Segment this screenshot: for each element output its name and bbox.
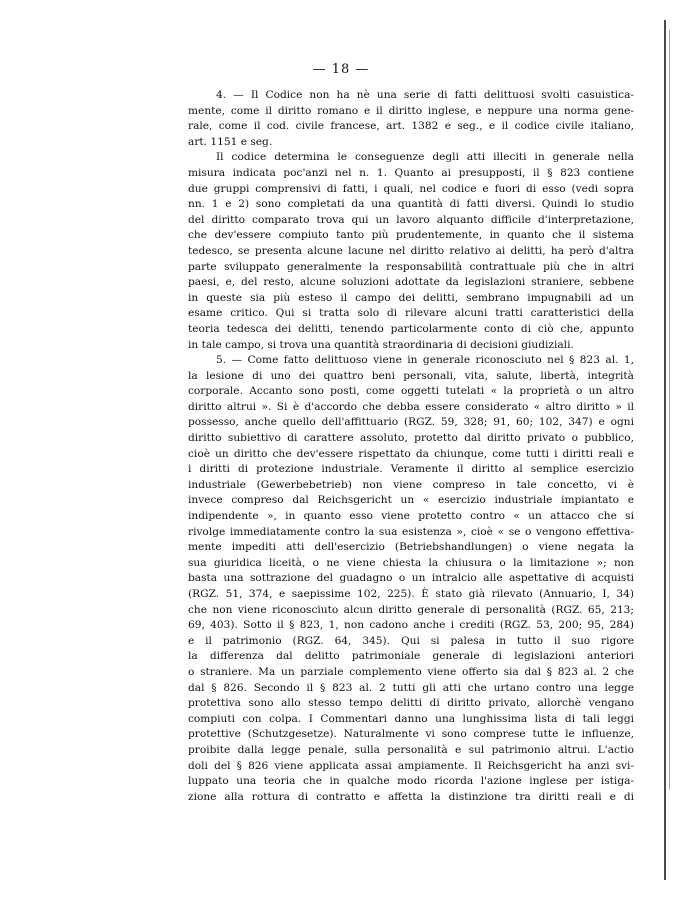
text-line: nn. 1 e 2) sono completati da una quantità di fatti diversi. Quindi lo studio bbox=[188, 198, 634, 211]
text-line: la lesione di uno dei quattro beni personali, vita, salute, libertà, integrità bbox=[188, 369, 634, 382]
text-line: basta una sottrazione del guadagno o un intralcio alle aspettative di acquisti bbox=[188, 572, 634, 585]
text-line: mente, come il diritto romano e il diritto inglese, e neppure una norma gene- bbox=[188, 104, 634, 117]
paragraph bbox=[188, 353, 634, 805]
paragraph bbox=[188, 150, 634, 353]
text-line: mente impediti atti dell'esercizio (Betriebshandlungen) o viene negata la bbox=[188, 541, 634, 554]
text-line: doli del § 826 viene applicata assai ampiamente. Il Reichsgericht ha anzi svi- bbox=[188, 759, 634, 772]
text-line: 69, 403). Sotto il § 823, 1, non cadono anche i crediti (RGZ. 53, 200; 95, 284) bbox=[188, 619, 634, 632]
text-line: protettiva sono allo stesso tempo delitti di diritto privato, allorchè vengano bbox=[188, 697, 634, 710]
text-line: i diritti di protezione industriale. Veramente il diritto al semplice esercizio bbox=[188, 463, 634, 476]
page-edge-shadow bbox=[664, 20, 666, 880]
text-line: indipendente », in quanto esso viene protetto contro « un attacco che si bbox=[188, 510, 634, 523]
text-line: 4. — Il Codice non ha nè una serie di fatti delittuosi svolti casuistica- bbox=[216, 89, 634, 101]
page-edge-shadow-inner bbox=[669, 30, 670, 790]
text-line: rivolge immediatamente contro la sua esistenza », cioè « se o vengono effettiva- bbox=[188, 525, 634, 538]
text-line: invece compreso dal Reichsgericht un « esercizio industriale impiantato e bbox=[188, 494, 634, 507]
text-line: tedesco, se presenta alcune lacune nel diritto relativo ai delitti, ha però d'altra bbox=[188, 244, 634, 257]
text-line: industriale (Gewerbebetrieb) non viene compreso in tale concetto, vi è bbox=[188, 478, 634, 491]
text-line: parte sviluppato generalmente la responsabilità contrattuale più che in altri bbox=[188, 260, 634, 273]
text-line: teoria tedesca dei delitti, tenendo particolarmente conto di ciò che, appunto bbox=[188, 322, 634, 335]
text-line: in queste sia più esteso il campo dei delitti, sembrano impugnabili ad un bbox=[188, 291, 634, 304]
text-line: sua giuridica liceità, o ne viene chiesta la chiusura o la limitazione »; non bbox=[188, 556, 634, 569]
text-line: compiuti con colpa. I Commentari danno una lunghissima lista di tali leggi bbox=[188, 712, 634, 725]
paragraph bbox=[188, 88, 634, 150]
text-line: Il codice determina le conseguenze degli atti illeciti in generale nella bbox=[216, 151, 634, 164]
text-line: rale, come il cod. civile francese, art. 1382 e seg., e il codice civile italiano, bbox=[188, 120, 634, 133]
text-line: che dev'essere compiuto tanto più prudentemente, in quanto che il sistema bbox=[188, 229, 634, 242]
text-line: proibite dalla legge penale, sulla personalità e sul patrimonio altrui. L'actio bbox=[188, 743, 634, 756]
text-line: (RGZ. 51, 374, e saepissime 102, 225). È stato già rilevato (Annuario, I, 34) bbox=[188, 588, 634, 600]
text-line: misura indicata poc'anzi nel n. 1. Quanto ai presupposti, il § 823 contiene bbox=[188, 166, 634, 179]
text-line: 5. — Come fatto delittuoso viene in generale riconosciuto nel § 823 al. 1, bbox=[216, 354, 634, 367]
text-line: art. 1151 e seg. bbox=[188, 135, 273, 148]
text-line: diritto subiettivo di carattere assoluto, protetto dal diritto privato o pubblico, bbox=[188, 432, 634, 445]
text-line: del diritto comparato trova qui un lavoro alquanto difficile d'interpretazione, bbox=[188, 213, 634, 226]
text-line: che non viene riconosciuto alcun diritto generale di personalità (RGZ. 65, 213; bbox=[188, 603, 634, 616]
text-line: dal § 826. Secondo il § 823 al. 2 tutti gli atti che urtano contro una legge bbox=[188, 681, 634, 694]
text-line: o straniere. Ma un parziale complemento viene offerto sia dal § 823 al. 2 che bbox=[188, 665, 634, 678]
text-line: protettive (Schutzgesetze). Naturalmente vi sono comprese tutte le influenze, bbox=[188, 728, 634, 741]
text-line: luppato una teoria che in qualche modo ricorda l'azione inglese per istiga- bbox=[188, 775, 634, 788]
text-line: possesso, anche quello dell'affittuario (RGZ. 59, 328; 91, 60; 102, 347) e ogni bbox=[188, 416, 634, 429]
text-line: e il patrimonio (RGZ. 64, 345). Qui si palesa in tutto il suo rigore bbox=[188, 634, 634, 647]
text-line: due gruppi comprensivi di fatti, i quali, nel codice e fuori di esso (vedi sopra bbox=[188, 182, 634, 195]
text-line: in tale campo, si trova una quantità straordinaria di decisioni giudiziali. bbox=[188, 338, 574, 351]
text-line: diritto altrui ». Si è d'accordo che debba essere considerato « altro diritto » il bbox=[188, 400, 634, 413]
body-text bbox=[188, 88, 634, 805]
text-line: corporale. Accanto sono posti, come oggetti tutelati « la proprietà o un altro bbox=[188, 385, 634, 398]
text-line: cioè un diritto che dev'essere rispettato da chiunque, come tutti i diritti reali e bbox=[188, 447, 634, 460]
text-line: la differenza dal delitto patrimoniale generale di legislazioni anteriori bbox=[188, 650, 634, 663]
text-line: zione alla rottura di contratto e affetta la distinzione tra diritti reali e di bbox=[188, 790, 634, 803]
text-line: esame critico. Qui si tratta solo di rilevare alcuni tratti caratteristici della bbox=[188, 307, 634, 320]
page-number: — 18 — bbox=[312, 62, 370, 77]
text-line: paesi, e, del resto, alcune soluzioni adottate da legislazioni straniere, sebbene bbox=[188, 276, 634, 289]
